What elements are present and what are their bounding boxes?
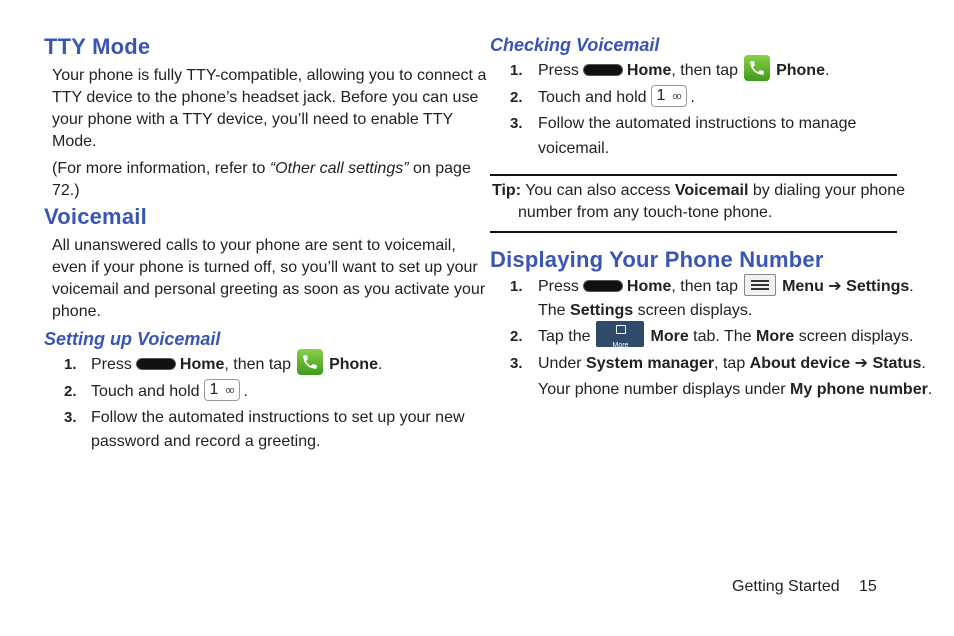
period: .: [921, 355, 926, 372]
tip-voicemail: Voicemail: [674, 182, 749, 199]
ref-link-text: “Other call settings”: [269, 160, 409, 177]
checking-voicemail-heading: Checking Voicemail: [490, 35, 660, 55]
period: .: [690, 89, 695, 106]
arrow: ➔: [850, 355, 873, 372]
period: .: [243, 383, 248, 400]
more-icon-label: More: [612, 341, 629, 349]
home-label: Home: [626, 278, 672, 295]
phone-label: Phone: [329, 356, 378, 373]
voicemail-icon: oo: [225, 384, 234, 395]
status-label: Status: [872, 355, 922, 372]
home-key-icon: [583, 64, 623, 76]
more-tab-icon: [596, 321, 644, 347]
display-step-3-number: 3.: [510, 355, 523, 372]
display-step-2: [538, 326, 913, 348]
tip-post: by dialing your phone: [748, 182, 905, 199]
setup-step-1-number: 1.: [64, 356, 77, 373]
press-text: Press: [538, 62, 579, 79]
press-text: Press: [538, 278, 579, 295]
check-step-1-number: 1.: [510, 62, 523, 79]
tab-the-text: tab. The: [688, 328, 757, 345]
my-phone-number-label: My phone number: [790, 381, 928, 398]
home-key-icon: [583, 280, 623, 292]
the-text: The: [538, 302, 571, 319]
phone-app-icon: [744, 55, 770, 81]
then-tap-text: , then tap: [671, 62, 739, 79]
home-label: Home: [626, 62, 672, 79]
menu-key-icon: [744, 274, 776, 296]
setup-step-3-line-2: password and record a greeting.: [91, 433, 321, 450]
voicemail-line-4: phone.: [52, 303, 101, 320]
more-grid-icon: [616, 325, 626, 334]
screen-displays-text: screen displays.: [794, 328, 914, 345]
phone-app-icon: [297, 349, 323, 375]
period: .: [377, 356, 383, 373]
display-step-3-line-2: [538, 379, 932, 401]
tip-line-2: number from any touch-tone phone.: [518, 204, 773, 221]
tip-line-1: [492, 180, 905, 202]
phone-label: Phone: [776, 62, 825, 79]
check-step-3-line-1: Follow the automated instructions to manage: [538, 115, 857, 132]
tty-line-4: Mode.: [52, 133, 97, 150]
tap-the-text: Tap the: [538, 328, 591, 345]
then-tap-text: , then tap: [224, 356, 292, 373]
tty-line-2: TTY device to the phone’s headset jack. Before you can use: [52, 89, 479, 106]
voicemail-heading: Voicemail: [44, 204, 147, 229]
key-digit: 1: [209, 380, 219, 398]
tty-reference-line2: 72.): [52, 182, 80, 199]
voicemail-icon: oo: [672, 90, 681, 101]
ref-suffix: on page: [408, 160, 471, 177]
ref-prefix: (For more information, refer to: [52, 160, 270, 177]
check-step-1: [538, 60, 829, 82]
about-device-label: About device: [749, 355, 851, 372]
setup-step-2: [91, 381, 248, 403]
period: .: [927, 381, 933, 398]
footer-page-number: 15: [859, 578, 877, 595]
then-tap-text: , then tap: [671, 278, 739, 295]
setup-step-1: [91, 354, 382, 376]
tap-text: , tap: [714, 355, 750, 372]
displays-under-text: Your phone number displays under: [538, 381, 791, 398]
setup-step-3-number: 3.: [64, 409, 77, 426]
press-text: Press: [91, 356, 132, 373]
check-step-2: [538, 87, 695, 109]
display-number-heading: Displaying Your Phone Number: [490, 247, 824, 272]
display-step-1-number: 1.: [510, 278, 523, 295]
display-step-3: [538, 353, 926, 375]
under-text: Under: [538, 355, 587, 372]
dialpad-1-voicemail-key-icon: [651, 85, 687, 107]
display-step-1: [538, 276, 914, 298]
screen-displays-text: screen displays.: [633, 302, 753, 319]
setup-voicemail-heading: Setting up Voicemail: [44, 329, 221, 349]
setup-step-3-line-1: Follow the automated instructions to set up your new: [91, 409, 465, 426]
check-step-2-number: 2.: [510, 89, 523, 106]
settings-label: Settings: [846, 278, 910, 295]
settings-screen-label: Settings: [570, 302, 634, 319]
home-key-icon: [136, 358, 176, 370]
period: .: [909, 278, 914, 295]
more-label: More: [650, 328, 689, 345]
footer-section: Getting Started: [732, 578, 840, 595]
tip-label: Tip:: [492, 182, 522, 199]
key-digit: 1: [656, 86, 666, 104]
tty-reference: [52, 158, 471, 180]
tty-mode-heading: TTY Mode: [44, 34, 151, 59]
check-step-3-number: 3.: [510, 115, 523, 132]
tip-top-rule: [490, 174, 897, 176]
more-screen-label: More: [756, 328, 795, 345]
voicemail-line-3: voicemail and personal greeting as soon as you activate your: [52, 281, 486, 298]
tty-line-1: Your phone is fully TTY-compatible, allowing you to connect a: [52, 67, 487, 84]
tip-pre: You can also access: [521, 182, 675, 199]
arrow: ➔: [823, 278, 847, 295]
touch-hold-text: Touch and hold: [538, 89, 647, 106]
display-step-2-number: 2.: [510, 328, 523, 345]
tip-bottom-rule: [490, 231, 897, 233]
tty-line-3: your phone with a TTY device, you’ll need to enable TTY: [52, 111, 454, 128]
voicemail-line-1: All unanswered calls to your phone are sent to voicemail,: [52, 237, 456, 254]
dialpad-1-voicemail-key-icon: [204, 379, 240, 401]
voicemail-line-2: even if your phone is turned off, so you’ll want to set up your: [52, 259, 478, 276]
setup-step-2-number: 2.: [64, 383, 77, 400]
menu-label: Menu: [782, 278, 824, 295]
system-manager-label: System manager: [586, 355, 715, 372]
touch-hold-text: Touch and hold: [91, 383, 200, 400]
home-label: Home: [179, 356, 225, 373]
check-step-3-line-2: voicemail.: [538, 140, 610, 157]
display-step-1-line-2: [538, 300, 752, 322]
period: .: [824, 62, 830, 79]
